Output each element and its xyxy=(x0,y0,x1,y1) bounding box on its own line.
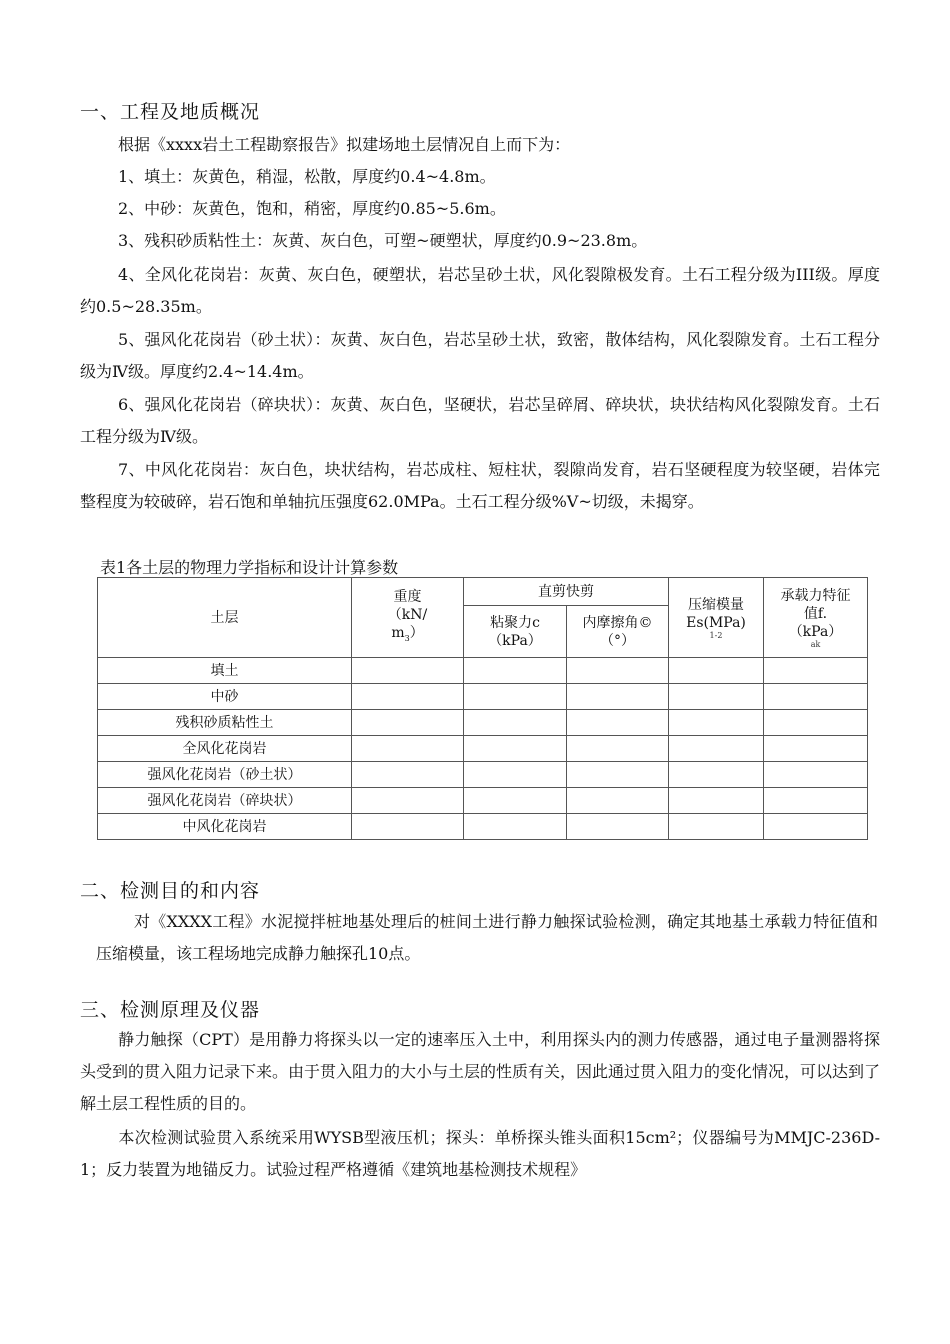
section1-heading: 一、工程及地质概况 xyxy=(80,101,261,123)
layer-1 xyxy=(80,161,880,193)
section3-para1-text: 静力触探（CPT）是用静力将探头以一定的速率压入土中，利用探头内的测力传感器，通过电子量测器将探头受到的贯入阻力记录下来。由于贯入阻力的大小与土层的性质有关，因此通过贯入阻力的变化情况，可以达到了解土层工程性质的目的。 xyxy=(80,1030,881,1113)
header-weight-l1: 重度 xyxy=(393,588,422,605)
table-header-row-1 xyxy=(98,578,868,606)
section2-body: 对《XXXX工程》水泥搅拌桩地基处理后的桩间土进行静力触探试验检测，确定其地基土承载力特征值和压缩模量，该工程场地完成静力触探孔10点。 xyxy=(96,912,878,963)
header-friction-l1: 内摩擦角© xyxy=(582,614,653,631)
row-label: 中风化花岗岩 xyxy=(98,814,352,840)
cell xyxy=(464,762,567,788)
cell xyxy=(764,762,868,788)
section2-heading: 二、检测目的和内容 xyxy=(80,880,261,902)
cell xyxy=(352,762,464,788)
layer-4 xyxy=(80,259,880,323)
cell xyxy=(567,710,669,736)
cell xyxy=(764,658,868,684)
header-friction-l2: （°） xyxy=(600,632,635,649)
cell xyxy=(567,658,669,684)
section3-para2-text: 本次检测试验贯入系统采用WYSB型液压机；探头：单桥探头锥头面积15cm²；仪器编号为MMJC-236D-1；反力装置为地锚反力。试验过程严格遵循《建筑地基检测技术规程》 xyxy=(80,1128,880,1179)
table-row xyxy=(98,684,868,710)
section3-heading: 三、检测原理及仪器 xyxy=(80,999,261,1021)
cell xyxy=(669,684,764,710)
section3-para1 xyxy=(80,1024,880,1120)
cell xyxy=(352,814,464,840)
row-label: 强风化花岗岩（碎块状） xyxy=(98,788,352,814)
section3-para2 xyxy=(80,1122,880,1186)
cell xyxy=(464,736,567,762)
layer-4-text: 4、全风化花岗岩：灰黄、灰白色，硬塑状，岩芯呈砂土状，风化裂隙极发育。土石工程分级为III级。厚度约0.5~28.35m。 xyxy=(80,265,880,316)
header-weight-close: ） xyxy=(409,624,424,641)
header-modulus-sub: 1-2 xyxy=(709,630,723,640)
header-modulus-l1: 压缩模量 xyxy=(688,596,744,613)
cell xyxy=(764,814,868,840)
layer-5-text: 5、强风化花岗岩（砂土状）：灰黄、灰白色，岩芯呈砂土状，致密，散体结构，风化裂隙发育。土石工程分级为Ⅳ级。厚度约2.4~14.4m。 xyxy=(80,330,880,381)
header-weight-sup: 3 xyxy=(404,633,410,643)
section1-intro xyxy=(80,129,880,161)
row-label: 中砂 xyxy=(98,684,352,710)
header-cohesion-l1: 粘聚力c xyxy=(490,614,540,631)
cell xyxy=(464,658,567,684)
table-caption: 表1各土层的物理力学指标和设计计算参数 xyxy=(100,558,399,577)
cell xyxy=(464,788,567,814)
layer-5 xyxy=(80,324,880,388)
cell xyxy=(567,814,669,840)
cell xyxy=(669,736,764,762)
cell xyxy=(352,684,464,710)
cell xyxy=(764,710,868,736)
table-row xyxy=(98,736,868,762)
cell xyxy=(464,710,567,736)
cell xyxy=(567,788,669,814)
soil-parameter-table xyxy=(97,577,868,840)
header-cohesion xyxy=(464,606,567,658)
layer-7 xyxy=(80,454,880,518)
cell xyxy=(567,684,669,710)
header-modulus-l2: Es(MPa) xyxy=(686,614,746,631)
table-row xyxy=(98,710,868,736)
cell xyxy=(352,658,464,684)
header-weight-l3 xyxy=(352,624,463,648)
layer-3 xyxy=(80,225,880,257)
cell xyxy=(352,788,464,814)
header-soil xyxy=(98,578,352,658)
layer-2 xyxy=(80,193,880,225)
header-soil-text: 土层 xyxy=(210,609,239,626)
cell xyxy=(764,684,868,710)
cell xyxy=(567,762,669,788)
row-label: 全风化花岗岩 xyxy=(98,736,352,762)
header-bearing-sub: ak xyxy=(810,639,821,649)
table-row xyxy=(98,762,868,788)
cell xyxy=(669,814,764,840)
cell xyxy=(352,736,464,762)
row-label: 强风化花岗岩（砂土状） xyxy=(98,762,352,788)
table-row xyxy=(98,658,868,684)
header-bearing-l2: 值f. xyxy=(803,605,828,622)
cell xyxy=(764,788,868,814)
layer-6 xyxy=(80,389,880,453)
cell xyxy=(352,710,464,736)
layer-7-text: 7、中风化花岗岩：灰白色，块状结构，岩芯成柱、短柱状，裂隙尚发育，岩石坚硬程度为较坚硬，岩体完整程度为较破碎，岩石饱和单轴抗压强度62.0MPa。土石工程分级%V~切级，未揭穿。 xyxy=(80,460,880,511)
header-weight xyxy=(352,578,464,658)
cell xyxy=(464,814,567,840)
table-row xyxy=(98,814,868,840)
header-friction xyxy=(567,606,669,658)
cell xyxy=(567,736,669,762)
header-cohesion-l2: （kPa） xyxy=(488,632,542,649)
layer-3-text: 3、残积砂质粘性土：灰黄、灰白色，可塑~硬塑状，厚度约0.9~23.8m。 xyxy=(118,231,648,250)
header-direct-shear xyxy=(464,578,669,606)
cell xyxy=(464,684,567,710)
table-row xyxy=(98,788,868,814)
header-bearing-l1: 承载力特征 xyxy=(780,587,851,604)
intro-text: 根据《xxxx岩土工程勘察报告》拟建场地土层情况自上而下为： xyxy=(118,135,571,154)
header-weight-l2: （kN/ xyxy=(387,606,428,623)
header-bearing-l3: （kPa） xyxy=(788,623,843,640)
cell xyxy=(669,762,764,788)
header-modulus xyxy=(669,578,764,658)
cell xyxy=(764,736,868,762)
row-label: 填土 xyxy=(98,658,352,684)
cell xyxy=(669,788,764,814)
cell xyxy=(669,658,764,684)
header-weight-unit: m xyxy=(391,624,405,641)
row-label: 残积砂质粘性土 xyxy=(98,710,352,736)
cell xyxy=(669,710,764,736)
header-bearing xyxy=(764,578,868,658)
layer-1-text: 1、填土：灰黄色，稍湿，松散，厚度约0.4~4.8m。 xyxy=(118,167,496,186)
header-direct-shear-text: 直剪快剪 xyxy=(538,583,594,600)
layer-2-text: 2、中砂：灰黄色，饱和，稍密，厚度约0.85~5.6m。 xyxy=(118,199,506,218)
layer-6-text: 6、强风化花岗岩（碎块状）：灰黄、灰白色，坚硬状，岩芯呈碎屑、碎块状，块状结构风化裂隙发育。土石工程分级为Ⅳ级。 xyxy=(80,395,880,446)
